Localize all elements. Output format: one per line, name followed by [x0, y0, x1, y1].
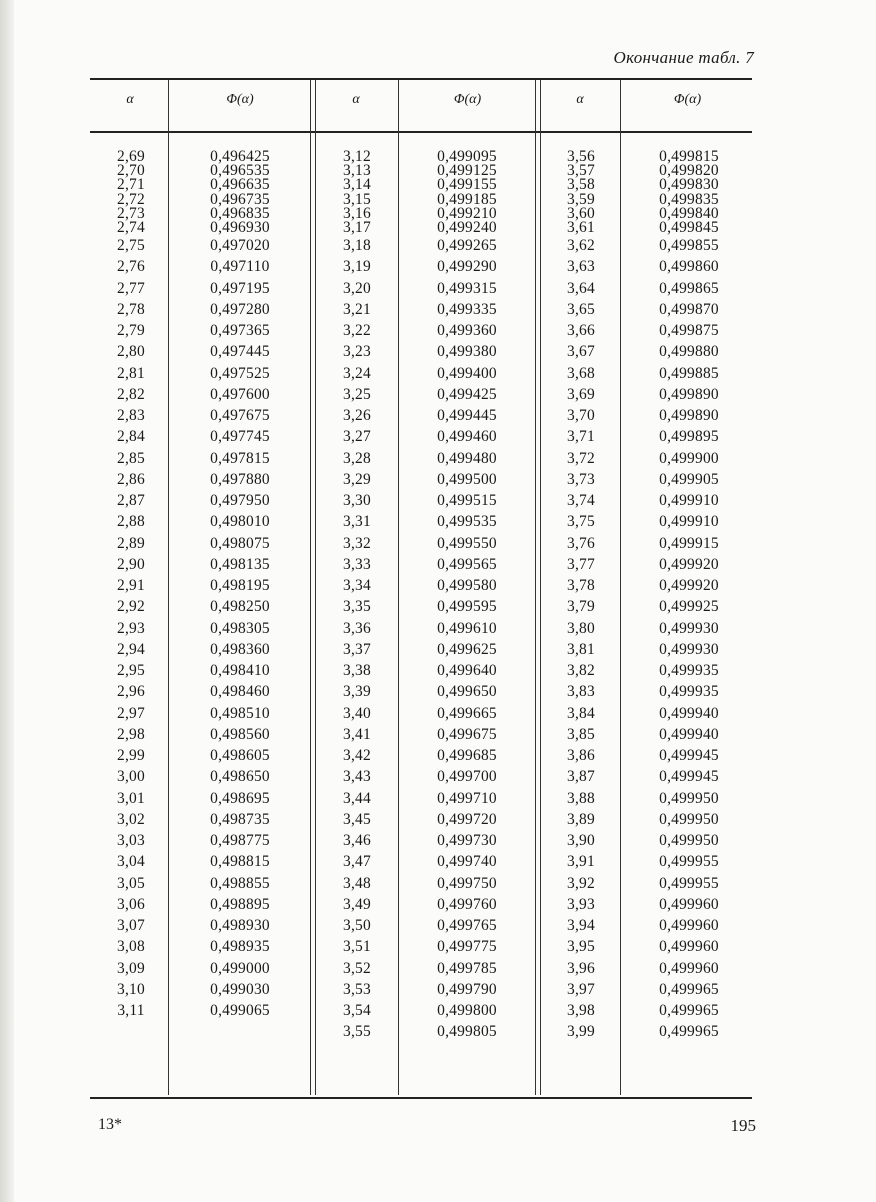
- alpha-cell: 3,16: [343, 204, 371, 222]
- phi-cell: 0,498935: [210, 938, 270, 956]
- phi-cell: 0,499125: [437, 162, 497, 180]
- phi-cell: 0,499550: [437, 534, 497, 552]
- alpha-cell: 3,50: [343, 917, 371, 935]
- alpha-cell: 3,19: [343, 258, 371, 276]
- alpha-cell: 3,28: [343, 449, 371, 467]
- column-phi-1: [180, 150, 300, 1021]
- alpha-cell: 2,78: [117, 300, 145, 318]
- alpha-cell: 3,56: [567, 148, 595, 165]
- alpha-cell: 3,49: [343, 895, 371, 913]
- phi-cell: 0,499625: [437, 640, 497, 658]
- alpha-cell: 2,98: [117, 725, 145, 743]
- column-alpha-2: [322, 150, 392, 1043]
- phi-cell: 0,499950: [659, 832, 719, 850]
- alpha-cell: 3,55: [343, 1023, 371, 1041]
- alpha-cell: 3,88: [567, 789, 595, 807]
- phi-cell: 0,499675: [437, 725, 497, 743]
- alpha-cell: 3,11: [117, 1002, 145, 1020]
- alpha-cell: 3,75: [567, 513, 595, 531]
- phi-cell: 0,499500: [437, 470, 497, 488]
- alpha-cell: 3,92: [567, 874, 595, 892]
- phi-cell: 0,499240: [437, 218, 497, 236]
- alpha-cell: 3,81: [567, 640, 595, 658]
- phi-cell: 0,499920: [659, 555, 719, 573]
- alpha-cell: 3,80: [567, 619, 595, 637]
- alpha-cell: 2,80: [117, 343, 145, 361]
- alpha-cell: 3,18: [343, 237, 371, 255]
- page-number: 195: [730, 1116, 756, 1135]
- phi-cell: 0,499895: [659, 428, 719, 446]
- phi-cell: 0,499580: [437, 577, 497, 595]
- phi-cell: 0,499565: [437, 555, 497, 573]
- alpha-cell: 3,21: [343, 300, 371, 318]
- phi-cell: 0,499820: [659, 162, 719, 180]
- phi-cell: 0,496930: [210, 218, 270, 236]
- alpha-cell: 3,39: [343, 683, 371, 701]
- phi-cell: 0,499360: [437, 322, 497, 340]
- alpha-cell: 2,77: [117, 279, 145, 297]
- phi-cell: 0,499910: [659, 492, 719, 510]
- alpha-cell: 3,72: [567, 449, 595, 467]
- scan-edge: [0, 0, 14, 1202]
- alpha-cell: 3,69: [567, 385, 595, 403]
- phi-cell: 0,499965: [659, 1002, 719, 1020]
- phi-cell: 0,498855: [210, 874, 270, 892]
- alpha-cell: 3,71: [567, 428, 595, 446]
- phi-cell: 0,497745: [210, 428, 270, 446]
- alpha-cell: 3,60: [567, 204, 595, 222]
- alpha-cell: 3,82: [567, 662, 595, 680]
- phi-cell: 0,499960: [659, 895, 719, 913]
- alpha-cell: 3,64: [567, 279, 595, 297]
- alpha-cell: 3,29: [343, 470, 371, 488]
- phi-cell: 0,499905: [659, 470, 719, 488]
- phi-cell: 0,499880: [659, 343, 719, 361]
- phi-cell: 0,499790: [437, 980, 497, 998]
- phi-cell: 0,499950: [659, 810, 719, 828]
- phi-cell: 0,498895: [210, 895, 270, 913]
- alpha-cell: 2,81: [117, 364, 145, 382]
- alpha-cell: 2,91: [117, 577, 145, 595]
- alpha-cell: 3,84: [567, 704, 595, 722]
- phi-cell: 0,499740: [437, 853, 497, 871]
- phi-cell: 0,497020: [210, 237, 270, 255]
- phi-cell: 0,499610: [437, 619, 497, 637]
- alpha-cell: 2,93: [117, 619, 145, 637]
- alpha-cell: 3,24: [343, 364, 371, 382]
- alpha-cell: 3,67: [567, 343, 595, 361]
- phi-cell: 0,499760: [437, 895, 497, 913]
- column-phi-2: [403, 150, 531, 1043]
- alpha-cell: 2,71: [117, 176, 145, 194]
- column-divider: [620, 80, 621, 1095]
- alpha-cell: 3,85: [567, 725, 595, 743]
- phi-cell: 0,499960: [659, 917, 719, 935]
- phi-cell: 0,499460: [437, 428, 497, 446]
- phi-cell: 0,499535: [437, 513, 497, 531]
- phi-cell: 0,499805: [437, 1023, 497, 1041]
- alpha-cell: 2,89: [117, 534, 145, 552]
- alpha-cell: 3,58: [567, 176, 595, 194]
- group-divider: [535, 80, 541, 1095]
- alpha-cell: 3,04: [117, 853, 145, 871]
- alpha-cell: 3,23: [343, 343, 371, 361]
- alpha-cell: 3,30: [343, 492, 371, 510]
- phi-cell: 0,499890: [659, 407, 719, 425]
- phi-cell: 0,498695: [210, 789, 270, 807]
- phi-cell: 0,499835: [659, 190, 719, 208]
- alpha-cell: 2,94: [117, 640, 145, 658]
- alpha-cell: 3,65: [567, 300, 595, 318]
- alpha-cell: 3,66: [567, 322, 595, 340]
- alpha-cell: 3,43: [343, 768, 371, 786]
- phi-cell: 0,499785: [437, 959, 497, 977]
- phi-cell: 0,499910: [659, 513, 719, 531]
- phi-cell: 0,499965: [659, 980, 719, 998]
- phi-cell: 0,499030: [210, 980, 270, 998]
- table-header-rule: [90, 131, 752, 133]
- phi-cell: 0,497600: [210, 385, 270, 403]
- phi-cell: 0,496735: [210, 190, 270, 208]
- phi-cell: 0,499855: [659, 237, 719, 255]
- column-divider: [398, 80, 399, 1095]
- phi-cell: 0,499335: [437, 300, 497, 318]
- phi-cell: 0,499915: [659, 534, 719, 552]
- alpha-cell: 3,38: [343, 662, 371, 680]
- phi-cell: 0,499700: [437, 768, 497, 786]
- column-alpha-1: [98, 150, 164, 1021]
- phi-cell: 0,499955: [659, 853, 719, 871]
- phi-cell: 0,499960: [659, 959, 719, 977]
- phi-cell: 0,497525: [210, 364, 270, 382]
- alpha-cell: 2,76: [117, 258, 145, 276]
- phi-cell: 0,499290: [437, 258, 497, 276]
- phi-cell: 0,499870: [659, 300, 719, 318]
- alpha-cell: 2,95: [117, 662, 145, 680]
- phi-cell: 0,498135: [210, 555, 270, 573]
- phi-cell: 0,499830: [659, 176, 719, 194]
- phi-cell: 0,496535: [210, 162, 270, 180]
- alpha-cell: 2,99: [117, 747, 145, 765]
- alpha-cell: 3,61: [567, 218, 595, 236]
- phi-cell: 0,498605: [210, 747, 270, 765]
- table-top-rule: [90, 78, 752, 80]
- phi-cell: 0,499955: [659, 874, 719, 892]
- alpha-cell: 3,93: [567, 895, 595, 913]
- alpha-cell: 2,83: [117, 407, 145, 425]
- alpha-cell: 3,17: [343, 218, 371, 236]
- alpha-cell: 2,79: [117, 322, 145, 340]
- column-divider: [168, 80, 169, 1095]
- alpha-cell: 3,46: [343, 832, 371, 850]
- phi-cell: 0,499930: [659, 640, 719, 658]
- phi-cell: 0,499900: [659, 449, 719, 467]
- alpha-cell: 3,89: [567, 810, 595, 828]
- phi-cell: 0,497880: [210, 470, 270, 488]
- phi-cell: 0,498010: [210, 513, 270, 531]
- phi-cell: 0,499865: [659, 279, 719, 297]
- alpha-cell: 3,76: [567, 534, 595, 552]
- alpha-cell: 2,86: [117, 470, 145, 488]
- alpha-cell: 2,87: [117, 492, 145, 510]
- alpha-cell: 3,36: [343, 619, 371, 637]
- group-divider: [310, 80, 316, 1095]
- phi-cell: 0,499595: [437, 598, 497, 616]
- phi-cell: 0,497195: [210, 279, 270, 297]
- alpha-cell: 3,35: [343, 598, 371, 616]
- alpha-cell: 3,33: [343, 555, 371, 573]
- phi-cell: 0,498410: [210, 662, 270, 680]
- phi-cell: 0,499940: [659, 704, 719, 722]
- phi-cell: 0,499210: [437, 204, 497, 222]
- alpha-cell: 3,34: [343, 577, 371, 595]
- phi-cell: 0,499425: [437, 385, 497, 403]
- alpha-cell: 3,14: [343, 176, 371, 194]
- phi-cell: 0,496835: [210, 204, 270, 222]
- phi-cell: 0,497815: [210, 449, 270, 467]
- phi-cell: 0,499265: [437, 237, 497, 255]
- phi-cell: 0,498460: [210, 683, 270, 701]
- alpha-cell: 3,52: [343, 959, 371, 977]
- phi-cell: 0,499065: [210, 1002, 270, 1020]
- alpha-cell: 3,45: [343, 810, 371, 828]
- phi-cell: 0,499185: [437, 190, 497, 208]
- phi-cell: 0,498250: [210, 598, 270, 616]
- alpha-cell: 2,92: [117, 598, 145, 616]
- phi-cell: 0,499890: [659, 385, 719, 403]
- alpha-cell: 3,73: [567, 470, 595, 488]
- phi-cell: 0,498510: [210, 704, 270, 722]
- alpha-cell: 3,41: [343, 725, 371, 743]
- alpha-cell: 2,69: [117, 148, 145, 165]
- phi-cell: 0,499800: [437, 1002, 497, 1020]
- alpha-cell: 3,90: [567, 832, 595, 850]
- table-caption: Окончание табл. 7: [613, 48, 754, 67]
- header-alpha-2: α: [352, 92, 360, 107]
- header-phi-3: Φ(α): [673, 92, 702, 107]
- phi-cell: 0,498815: [210, 853, 270, 871]
- phi-cell: 0,499685: [437, 747, 497, 765]
- phi-cell: 0,499950: [659, 789, 719, 807]
- alpha-cell: 3,70: [567, 407, 595, 425]
- phi-cell: 0,499840: [659, 204, 719, 222]
- alpha-cell: 3,94: [567, 917, 595, 935]
- alpha-cell: 3,44: [343, 789, 371, 807]
- phi-cell: 0,499960: [659, 938, 719, 956]
- column-phi-3: [625, 150, 753, 1043]
- alpha-cell: 3,54: [343, 1002, 371, 1020]
- alpha-cell: 3,48: [343, 874, 371, 892]
- alpha-cell: 3,57: [567, 162, 595, 180]
- alpha-cell: 3,03: [117, 832, 145, 850]
- phi-cell: 0,499480: [437, 449, 497, 467]
- phi-cell: 0,499845: [659, 218, 719, 236]
- phi-cell: 0,499930: [659, 619, 719, 637]
- alpha-cell: 2,75: [117, 237, 145, 255]
- phi-cell: 0,497110: [210, 258, 270, 276]
- phi-cell: 0,497445: [210, 343, 270, 361]
- alpha-cell: 2,85: [117, 449, 145, 467]
- alpha-cell: 2,84: [117, 428, 145, 446]
- phi-cell: 0,498650: [210, 768, 270, 786]
- alpha-cell: 2,90: [117, 555, 145, 573]
- phi-cell: 0,499965: [659, 1023, 719, 1041]
- alpha-cell: 3,08: [117, 938, 145, 956]
- alpha-cell: 3,86: [567, 747, 595, 765]
- alpha-cell: 3,37: [343, 640, 371, 658]
- alpha-cell: 3,47: [343, 853, 371, 871]
- phi-cell: 0,499935: [659, 662, 719, 680]
- phi-cell: 0,498075: [210, 534, 270, 552]
- alpha-cell: 3,01: [117, 789, 145, 807]
- alpha-cell: 3,68: [567, 364, 595, 382]
- alpha-cell: 2,70: [117, 162, 145, 180]
- alpha-cell: 3,62: [567, 237, 595, 255]
- phi-cell: 0,499875: [659, 322, 719, 340]
- phi-cell: 0,499155: [437, 176, 497, 194]
- phi-cell: 0,499720: [437, 810, 497, 828]
- header-alpha-1: α: [126, 92, 134, 107]
- phi-cell: 0,496635: [210, 176, 270, 194]
- alpha-cell: 3,12: [343, 148, 371, 165]
- alpha-cell: 3,74: [567, 492, 595, 510]
- alpha-cell: 3,22: [343, 322, 371, 340]
- alpha-cell: 2,73: [117, 204, 145, 222]
- phi-cell: 0,499775: [437, 938, 497, 956]
- phi-cell: 0,499445: [437, 407, 497, 425]
- alpha-cell: 3,06: [117, 895, 145, 913]
- alpha-cell: 3,87: [567, 768, 595, 786]
- phi-cell: 0,499945: [659, 768, 719, 786]
- alpha-cell: 3,05: [117, 874, 145, 892]
- phi-cell: 0,499885: [659, 364, 719, 382]
- alpha-cell: 3,26: [343, 407, 371, 425]
- alpha-cell: 3,07: [117, 917, 145, 935]
- phi-cell: 0,499945: [659, 747, 719, 765]
- alpha-cell: 3,98: [567, 1002, 595, 1020]
- alpha-cell: 3,99: [567, 1023, 595, 1041]
- alpha-cell: 3,79: [567, 598, 595, 616]
- alpha-cell: 3,13: [343, 162, 371, 180]
- alpha-cell: 3,53: [343, 980, 371, 998]
- alpha-cell: 3,59: [567, 190, 595, 208]
- phi-cell: 0,497280: [210, 300, 270, 318]
- footer-signature: 13*: [98, 1116, 122, 1133]
- phi-cell: 0,499710: [437, 789, 497, 807]
- phi-cell: 0,498735: [210, 810, 270, 828]
- phi-cell: 0,498360: [210, 640, 270, 658]
- phi-cell: 0,499665: [437, 704, 497, 722]
- alpha-cell: 2,96: [117, 683, 145, 701]
- alpha-cell: 2,72: [117, 190, 145, 208]
- phi-cell: 0,497365: [210, 322, 270, 340]
- alpha-cell: 2,97: [117, 704, 145, 722]
- alpha-cell: 2,88: [117, 513, 145, 531]
- phi-cell: 0,499935: [659, 683, 719, 701]
- phi-cell: 0,499860: [659, 258, 719, 276]
- phi-cell: 0,497675: [210, 407, 270, 425]
- phi-cell: 0,499920: [659, 577, 719, 595]
- phi-cell: 0,499650: [437, 683, 497, 701]
- alpha-cell: 3,27: [343, 428, 371, 446]
- alpha-cell: 3,63: [567, 258, 595, 276]
- alpha-cell: 3,20: [343, 279, 371, 297]
- phi-cell: 0,498195: [210, 577, 270, 595]
- alpha-cell: 3,83: [567, 683, 595, 701]
- phi-cell: 0,499750: [437, 874, 497, 892]
- phi-cell: 0,499925: [659, 598, 719, 616]
- alpha-cell: 3,97: [567, 980, 595, 998]
- phi-cell: 0,499640: [437, 662, 497, 680]
- alpha-cell: 2,74: [117, 218, 145, 236]
- alpha-cell: 3,78: [567, 577, 595, 595]
- phi-cell: 0,499515: [437, 492, 497, 510]
- alpha-cell: 3,91: [567, 853, 595, 871]
- alpha-cell: 3,51: [343, 938, 371, 956]
- header-phi-1: Φ(α): [226, 92, 254, 107]
- alpha-cell: 3,40: [343, 704, 371, 722]
- alpha-cell: 3,96: [567, 959, 595, 977]
- header-alpha-3: α: [576, 92, 584, 107]
- alpha-cell: 3,15: [343, 190, 371, 208]
- alpha-cell: 3,25: [343, 385, 371, 403]
- header-phi-2: Φ(α): [453, 92, 482, 107]
- table-bottom-rule: [90, 1097, 752, 1099]
- alpha-cell: 3,42: [343, 747, 371, 765]
- phi-cell: 0,499000: [210, 959, 270, 977]
- phi-cell: 0,499730: [437, 832, 497, 850]
- alpha-cell: 3,00: [117, 768, 145, 786]
- alpha-cell: 3,10: [117, 980, 145, 998]
- phi-cell: 0,498560: [210, 725, 270, 743]
- phi-cell: 0,499765: [437, 917, 497, 935]
- phi-cell: 0,499095: [437, 148, 497, 165]
- phi-cell: 0,499940: [659, 725, 719, 743]
- phi-cell: 0,499815: [659, 148, 719, 165]
- alpha-cell: 3,02: [117, 810, 145, 828]
- phi-cell: 0,498775: [210, 832, 270, 850]
- alpha-cell: 3,31: [343, 513, 371, 531]
- alpha-cell: 3,09: [117, 959, 145, 977]
- alpha-cell: 3,95: [567, 938, 595, 956]
- alpha-cell: 3,32: [343, 534, 371, 552]
- phi-cell: 0,497950: [210, 492, 270, 510]
- phi-cell: 0,499400: [437, 364, 497, 382]
- alpha-cell: 3,77: [567, 555, 595, 573]
- phi-cell: 0,498305: [210, 619, 270, 637]
- phi-cell: 0,496425: [210, 148, 270, 165]
- column-alpha-3: [546, 150, 616, 1043]
- phi-cell: 0,499315: [437, 279, 497, 297]
- phi-cell: 0,499380: [437, 343, 497, 361]
- alpha-cell: 2,82: [117, 385, 145, 403]
- phi-cell: 0,498930: [210, 917, 270, 935]
